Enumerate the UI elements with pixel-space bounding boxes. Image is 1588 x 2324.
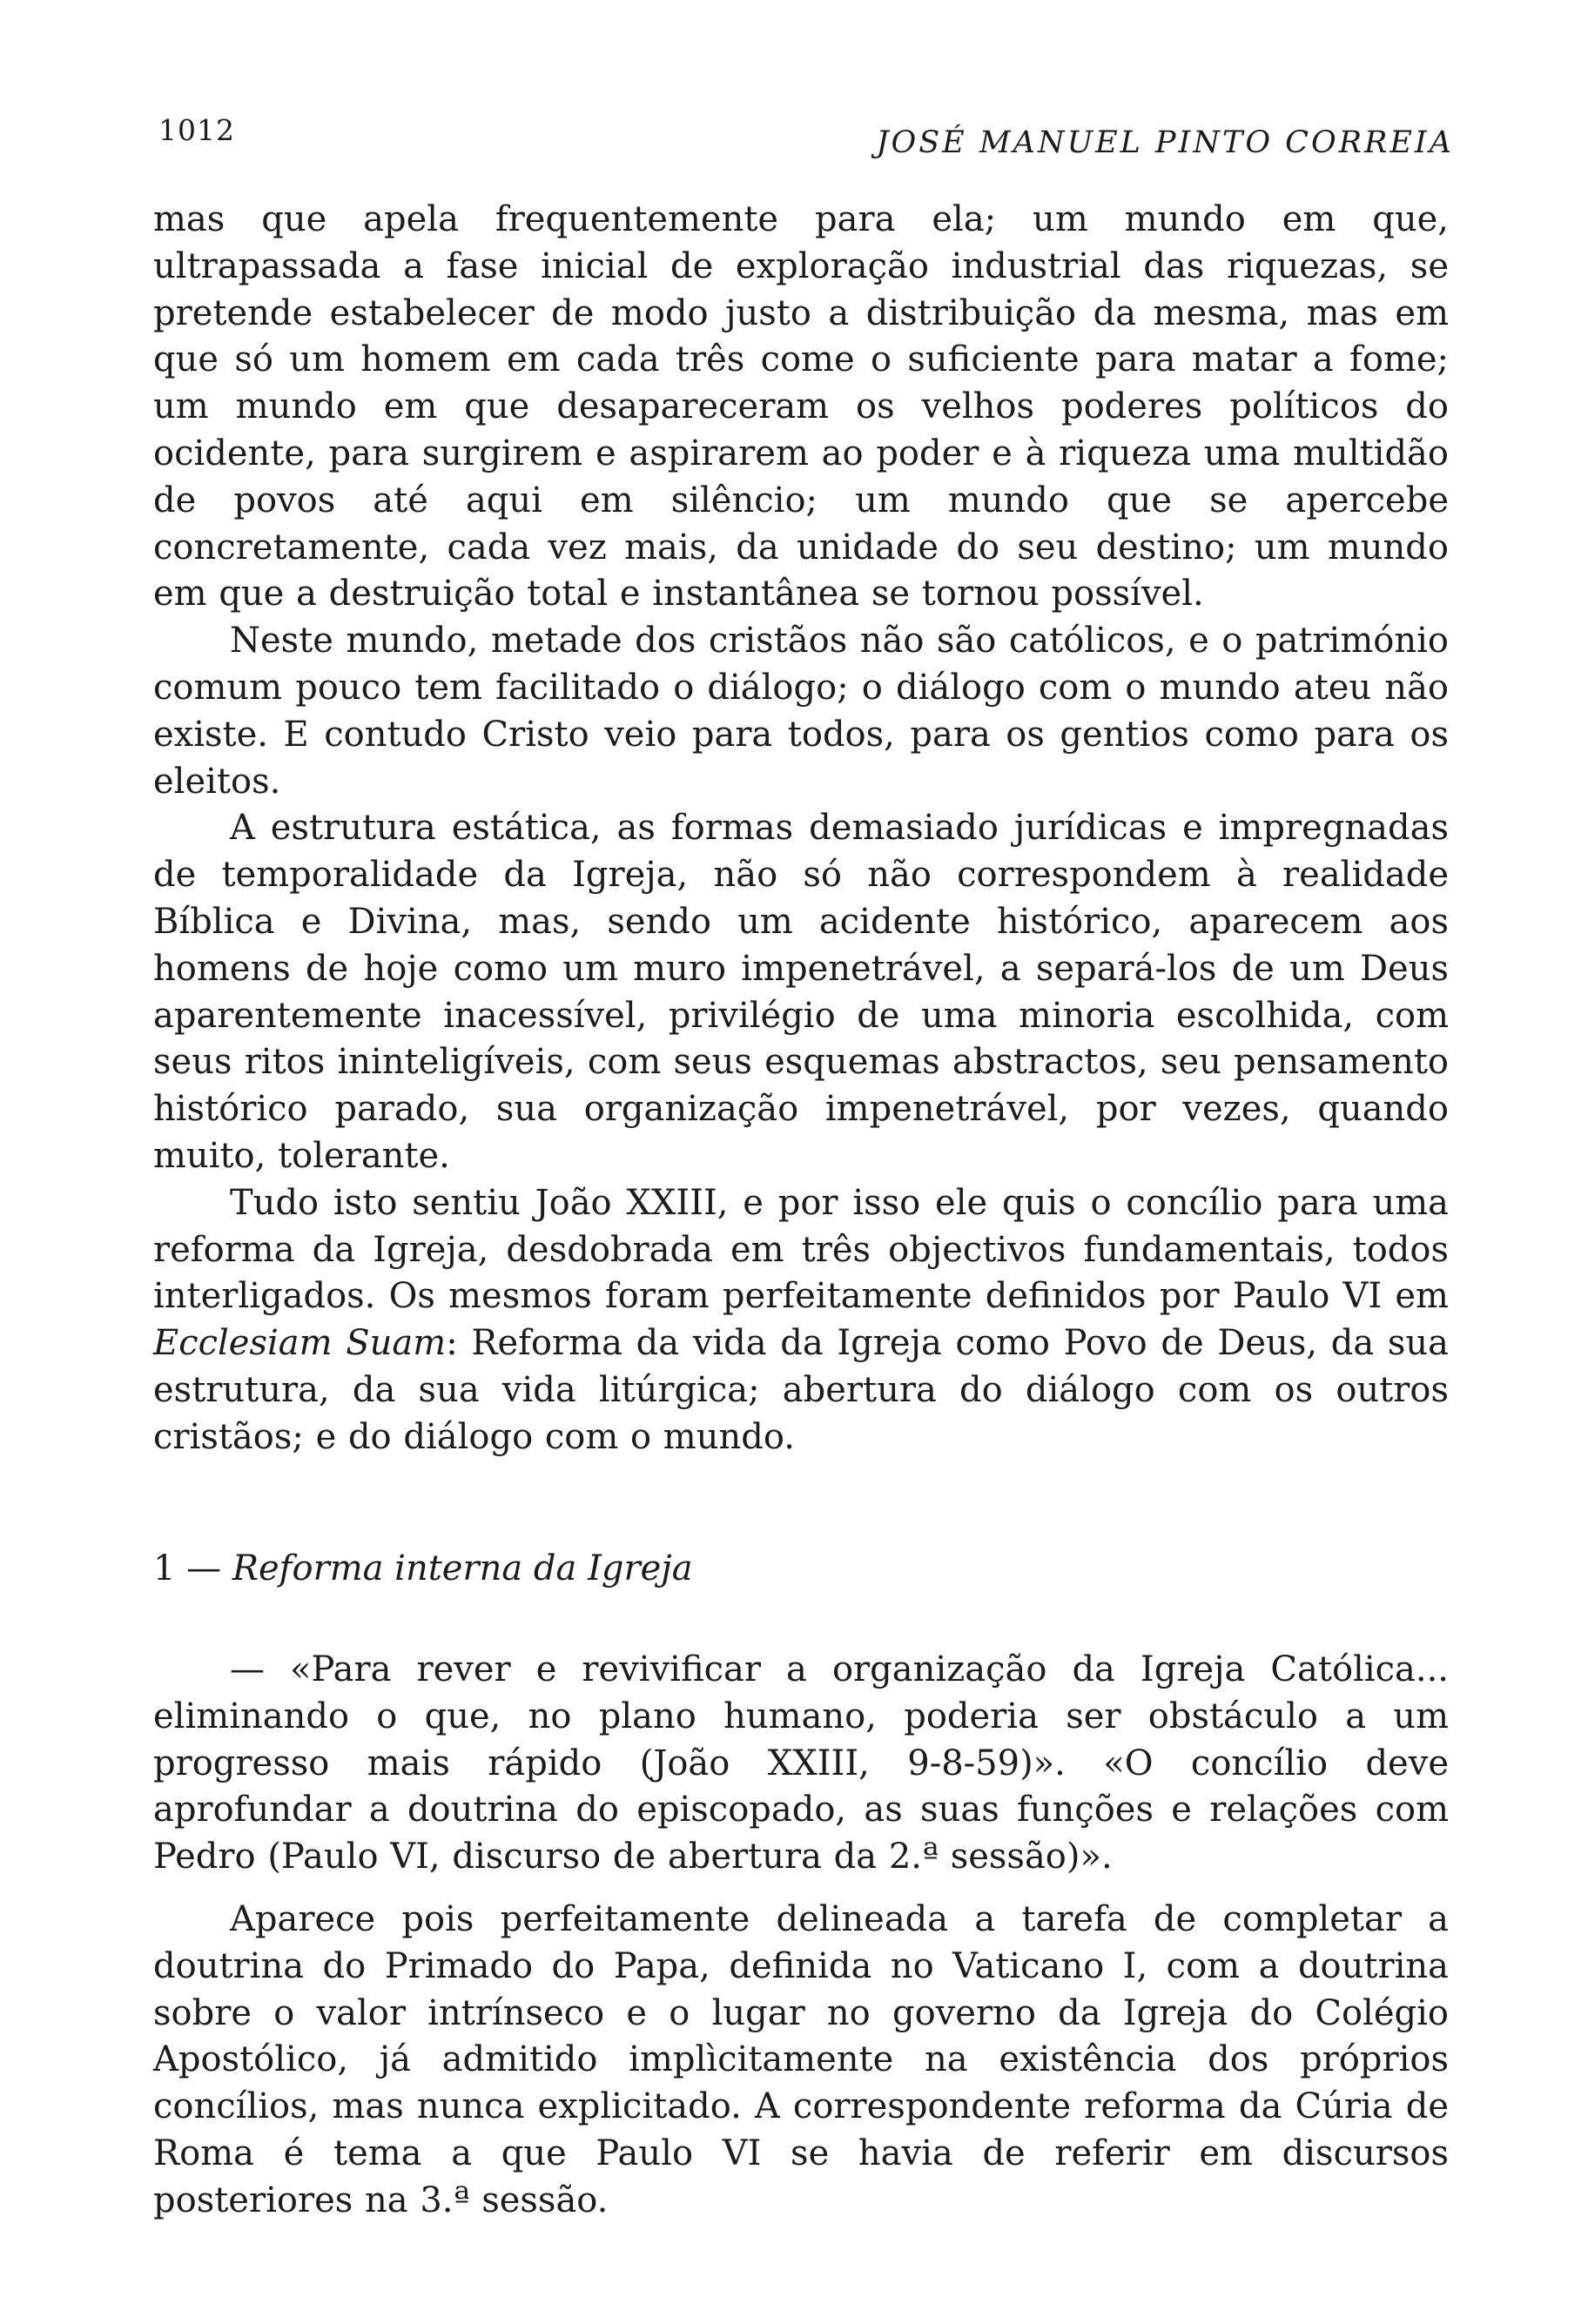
encyclical-title: Ecclesiam Suam: [153, 1323, 447, 1364]
paragraph-4-text-a: Tudo isto sentiu João XXIII, e por isso ele quis o concílio para uma reforma da Igreja, desdobrada em três objectivos fundamentais, todos interligados. Os mesmos foram perfeitamente definidos por Paulo VI em: [153, 1182, 1449, 1317]
paragraph-3: A estrutura estática, as formas demasiado jurídicas e impregnadas de temporalidade da Igreja, não só não correspondem à realidade Bíblica e Divina, mas, sendo um acidente histórico, aparecem aos homens de hoje como um muro impenetrável, a separá-los de um Deus aparentemente inacessível, privilégio de uma minoria escolhida, com seus ritos ininteligíveis, com seus esquemas abstractos, seu pensamento histórico parado, sua organização impenetrável, por vezes, quando muito, tolerante.: [153, 808, 1449, 1176]
page-number: 1012: [158, 113, 235, 147]
section-number: 1 —: [153, 1548, 222, 1589]
main-text: [153, 197, 1449, 1461]
section-paragraph-1: — «Para rever e revivificar a organização da Igreja Católica... eliminando o que, no plano humano, poderia ser obstáculo a um progresso mais rápido (João XXIII, 9-8-59)». «O concílio deve aprofundar a doutrina do episcopado, as suas funções e relações com Pedro (Paulo VI, discurso de abertura da 2.ª sessão)».: [153, 1649, 1449, 1877]
running-head: [158, 104, 1454, 160]
section-heading: [153, 1545, 693, 1592]
paragraph-1: mas que apela frequentemente para ela; um mundo em que, ultrapassada a fase inicial de exploração industrial das riquezas, se pretende estabelecer de modo justo a distribuição da mesma, mas em que só um homem em cada três come o suficiente para matar a fome; um mundo em que desapareceram os velhos poderes políticos do ocidente, para surgirem e aspirarem ao poder e à riqueza uma multidão de povos até aqui em silêncio; um mundo que se apercebe concretamente, cada vez mais, da unidade do seu destino; um mundo em que a destruição total e instantânea se tornou possível.: [153, 199, 1449, 615]
section-title: Reforma interna da Igreja: [232, 1548, 693, 1589]
paragraph-4-text-b: : Reforma da vida da Igreja como Povo de Deus, da sua estrutura, da sua vida litúrgica; abertura do diálogo com os outros cristãos; e do diálogo com o mundo.: [153, 1323, 1449, 1457]
paragraph-2: Neste mundo, metade dos cristãos não são católicos, e o património comum pouco tem facilitado o diálogo; o diálogo com o mundo ateu não existe. E contudo Cristo veio para todos, para os gentios como para os eleitos.: [153, 621, 1449, 802]
section-paragraph-2: Aparece pois perfeitamente delineada a tarefa de completar a doutrina do Primado do Papa, definida no Vaticano I, com a doutrina sobre o valor intrínseco e o lugar no governo da Igreja do Colégio Apostólico, já admitido implìcitamente na existência dos próprios concílios, mas nunca explicitado. A correspondente reforma da Cúria de Roma é tema a que Paulo VI se havia de referir em discursos posteriores na 3.ª sessão.: [153, 1898, 1449, 2220]
section-text: [153, 1647, 1449, 2225]
paragraph-4: [153, 1180, 1449, 1461]
running-head-author: JOSÉ MANUEL PINTO CORREIA: [876, 125, 1454, 160]
